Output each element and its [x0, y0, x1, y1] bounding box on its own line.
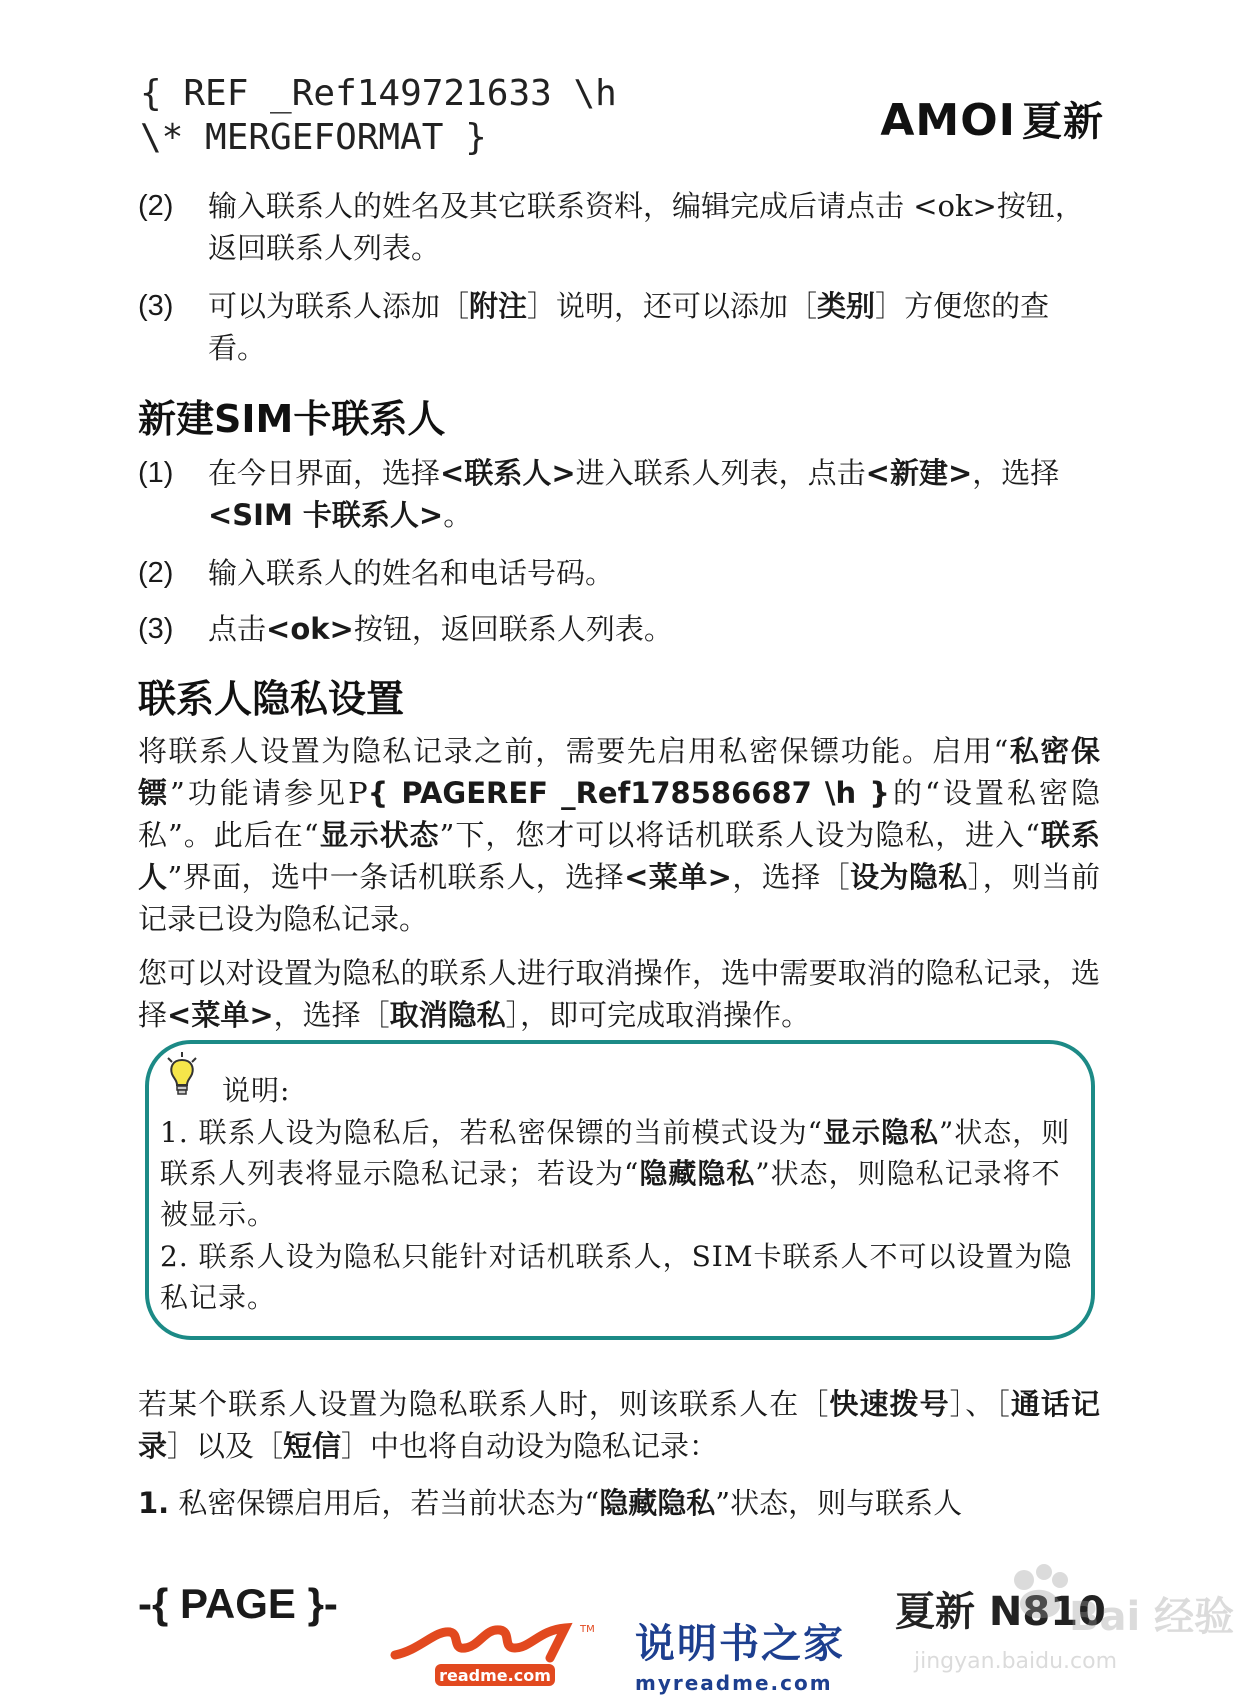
item-text [208, 608, 1098, 650]
list-item [138, 185, 1098, 269]
model-label: 夏新 N810 [895, 1589, 1106, 1635]
page-number-field: -{ PAGE }- [138, 1580, 338, 1627]
item-text: 输入联系人的姓名及其它联系资料，编辑完成后请点击 <ok>按钮，返回联系人列表。 [208, 189, 1084, 265]
item-number: (3) [138, 290, 174, 322]
list-item [138, 552, 1098, 594]
lightbulb-icon [165, 1052, 199, 1098]
text-run: ”状态，则联系人列表将显示隐私记录；若设为“ [160, 1116, 1071, 1190]
item-number: 1. [138, 1486, 170, 1520]
text-run: 私密保镖启用后，若当前状态为“ [178, 1486, 600, 1520]
text-run: 1. 联系人设为隐私后，若私密保镖的当前模式设为“ [160, 1116, 823, 1149]
bold-term: <联系人> [440, 456, 576, 490]
bold-term: 附注 [469, 289, 528, 323]
text-run: ］中也将自动设为隐私记录： [341, 1429, 719, 1463]
bold-term: 显示隐私 [822, 1116, 939, 1149]
list-item [138, 452, 1098, 536]
paragraph [138, 730, 1100, 940]
baidu-watermark [874, 1560, 1235, 1680]
myreadme-cn-logo [635, 1612, 845, 1695]
item-number: (3) [138, 613, 174, 645]
item-number: (1) [138, 457, 174, 489]
svg-text:TM: TM [580, 1624, 595, 1635]
field-code-ref [140, 72, 617, 158]
section-heading: 联系人隐私设置 [138, 677, 405, 721]
bold-term: 取消隐私 [389, 998, 506, 1032]
bold-term: 通话记录 [138, 1387, 1100, 1463]
text-run: ，选择 [972, 456, 1060, 490]
field-code-line1: { REF _Ref149721633 \h [140, 73, 617, 114]
myreadme-logo [390, 1610, 600, 1690]
watermark-url: jingyan.baidu.com [914, 1649, 1118, 1674]
item-text: 输入联系人的姓名和电话号码。 [208, 556, 615, 590]
brand-name-cn: 夏新 [1022, 99, 1104, 145]
bold-term: 联系人 [138, 818, 1100, 894]
list-item [138, 608, 1098, 650]
bold-term: <ok> [266, 612, 354, 646]
text-run: 进入联系人列表，点击 [575, 456, 866, 490]
watermark-text: Bai 经验 [1069, 1594, 1235, 1640]
text-run: ］，则当前记录已设为隐私记录。 [138, 860, 1100, 936]
bold-term: 隐藏隐私 [599, 1486, 716, 1520]
text-run: ］以及［ [167, 1429, 284, 1463]
bold-term: <新建> [865, 456, 973, 490]
bold-term: 私密保镖 [138, 734, 1100, 810]
bold-term: 显示状态 [318, 818, 440, 852]
note-title: 说明: [222, 1074, 291, 1107]
paragraph [138, 1482, 1100, 1524]
bold-term: 类别 [817, 289, 876, 323]
text-run: ］，即可完成取消操作。 [505, 998, 811, 1032]
bold-term: 短信 [283, 1429, 342, 1463]
text-run: ”状态，则隐私记录将不被显示。 [160, 1157, 1061, 1231]
logo-cn-title: 说明书之家 [635, 1621, 845, 1667]
logo-cn-url: myreadme.com [635, 1671, 833, 1695]
bold-term: 快速拨号 [829, 1387, 950, 1421]
bold-term: 设为隐私 [850, 860, 968, 894]
item-number: (2) [138, 557, 174, 589]
text-run: 点击 [208, 612, 267, 646]
bold-term: <SIM 卡联系人> [208, 498, 444, 532]
text-run: 的“设置私密隐私”。此后在“ [138, 776, 1101, 852]
text-run: 您可以对设置为隐私的联系人进行取消操作，选中需要取消的隐私记录，选择 [138, 956, 1100, 1032]
item-number: (2) [138, 190, 174, 222]
bold-term: <菜单> [624, 860, 732, 894]
text-run: 可以为联系人添加［ [208, 289, 470, 323]
logo-sub-text: readme.com [439, 1666, 551, 1685]
text-run: ”下，您才可以将话机联系人设为隐私，进入“ [439, 818, 1040, 852]
item-text [208, 452, 1098, 536]
text-run: ，选择［ [273, 998, 390, 1032]
text-run: 若某个联系人设置为隐私联系人时，则该联系人在［ [138, 1387, 830, 1421]
section-heading: 新建SIM卡联系人 [138, 397, 446, 441]
text-run: ”功能请参见P [170, 776, 368, 810]
text-run: 按钮，返回联系人列表。 [353, 612, 673, 646]
text-run: ，选择［ [731, 860, 851, 894]
brand-name: AMOI [880, 95, 1016, 146]
text-run: ］说明，还可以添加［ [527, 289, 818, 323]
text-run: 。 [443, 498, 473, 532]
brand-logo [880, 90, 1104, 147]
bold-term: { PAGEREF _Ref178586687 \h } [367, 776, 890, 810]
text-run: 在今日界面，选择 [208, 456, 441, 490]
list-item [138, 285, 1098, 369]
paragraph [138, 1383, 1100, 1467]
text-run: 将联系人设置为隐私记录之前，需要先启用私密保镖功能。启用“ [138, 734, 1009, 768]
note-item-1 [160, 1112, 1085, 1235]
text-run: ”界面，选中一条话机联系人，选择 [167, 860, 625, 894]
text-run: ”状态，则与联系人 [715, 1486, 963, 1520]
paragraph [138, 952, 1100, 1036]
text-run: ］方便您的查看。 [208, 289, 1050, 365]
field-code-line2: \* MERGEFORMAT } [140, 117, 487, 158]
bold-term: 隐藏隐私 [639, 1157, 756, 1190]
item-text [208, 285, 1098, 369]
note-item-2: 2. 联系人设为隐私只能针对话机联系人，SIM卡联系人不可以设置为隐私记录。 [160, 1240, 1073, 1314]
text-run: ］、［ [949, 1387, 1011, 1421]
bold-term: <菜单> [167, 998, 274, 1032]
